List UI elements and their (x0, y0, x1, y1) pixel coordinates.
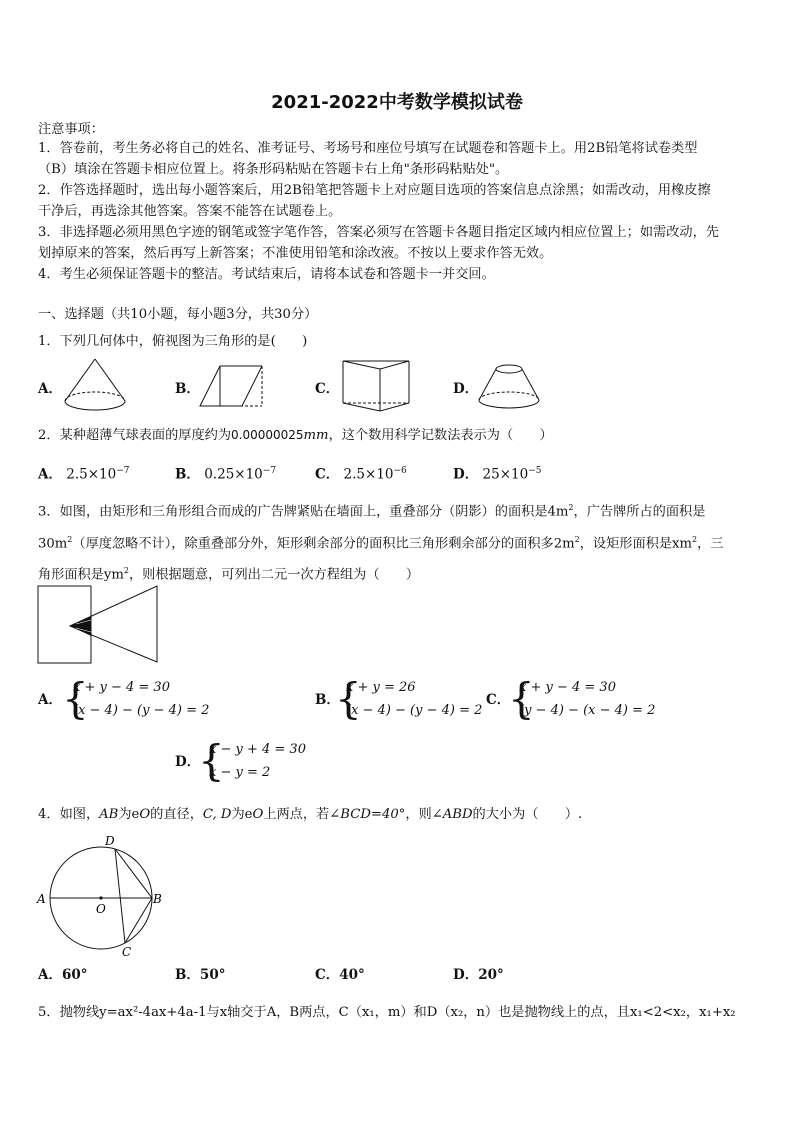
q3-option-a-label: A． (38, 692, 62, 708)
q3-option-d-label: D． (175, 754, 201, 770)
page-title: 2021-2022中考数学模拟试卷 (271, 92, 523, 113)
notice-line-2: （B）填涂在答题卡相应位置上。将条形码粘贴在答题卡右上角"条形码粘贴处"。 (38, 162, 509, 177)
q3-option-c-label: C． (486, 692, 511, 708)
notice-line-7: 4．考生必须保证答题卡的整洁。考试结束后，请将本试卷和答题卡一并交回。 (38, 267, 495, 282)
q1-option-a-label: A． (38, 381, 62, 397)
point-a-label: A (37, 892, 46, 906)
q1-stem: 1．下列几何体中，俯视图为三角形的是( ) (38, 334, 308, 349)
q2-option-b: B． $0.25\times 10^{-7}$ (175, 466, 277, 483)
notice-line-1: 1．答卷前，考生务必将自己的姓名、准考证号、考场号和座位号填写在试题卷和答题卡上。用2B铅笔将试卷类型 (38, 141, 698, 156)
section-heading: 一、选择题（共10小题，每小题3分，共30分） (38, 307, 318, 322)
triangular-prism-lying-figure (198, 362, 266, 410)
billboard-figure (36, 584, 162, 666)
frustum-figure (476, 362, 542, 412)
q3-stem-line-1: 3．如图，由矩形和三角形组合而成的广告牌紧贴在墙面上，重叠部分（阴影）的面积是$4m^2$，广告牌所占的面积是 (38, 503, 706, 520)
q3-stem-line-3: 角形面积是$ym^2$，则根据题意，可列出二元一次方程组为（ ） (38, 566, 420, 583)
point-d-label: D (105, 834, 115, 848)
q3-option-b-system: { x + y = 26 (x − 4) − (y − 4) = 2 (335, 674, 483, 723)
q3-option-d-system: { x − y + 4 = 30 x − y = 2 (198, 736, 306, 785)
q2-option-a: A． $2.5\times 10^{-7}$ (38, 466, 130, 483)
q1-option-c-label: C． (315, 381, 340, 397)
q2-option-c: C． $2.5\times 10^{-6}$ (315, 466, 407, 483)
circle-figure (34, 832, 166, 960)
q4-option-c: C．40° (315, 967, 365, 983)
cone-figure (62, 356, 128, 414)
q3-option-a-system: { x + y − 4 = 30 (x − 4) − (y − 4) = 2 (62, 674, 210, 723)
q3-stem-line-2: $30m^2$（厚度忽略不计），除重叠部分外，矩形剩余部分的面积比三角形剩余部分的面积多$2m^2$，设矩形面积是$xm^2$，三 (38, 535, 724, 552)
q5-stem: 5．抛物线y=ax²-4ax+4a-1与x轴交于A，B两点，C（x₁，m）和D（x₂，n）也是抛物线上的点，且x₁<2<x₂，x₁+x₂ (38, 1005, 736, 1020)
q4-option-b: B．50° (175, 967, 226, 983)
overlap-shaded-region (70, 616, 91, 636)
q3-option-c-system: { x + y − 4 = 30 (y − 4) − (x − 4) = 2 (508, 674, 656, 723)
triangular-prism-standing-figure (340, 357, 412, 413)
q2-stem: 2．某种超薄气球表面的厚度约为0.00000025mm，这个数用科学记数法表示为（ ） (38, 428, 553, 443)
q4-option-d: D．20° (453, 967, 504, 983)
notice-heading: 注意事项： (38, 122, 104, 137)
q2-option-d: D． $25\times 10^{-5}$ (453, 466, 542, 483)
notice-line-5: 3．非选择题必须用黑色字迹的钢笔或签字笔作答，答案必须写在答题卡各题目指定区域内相应位置上；如需改动，先 (38, 225, 719, 240)
notice-line-6: 划掉原来的答案，然后再写上新答案；不准使用铅笔和涂改液。不按以上要求作答无效。 (38, 246, 553, 261)
q3-option-b-label: B． (315, 692, 340, 708)
q1-option-d-label: D． (453, 381, 479, 397)
q4-stem: 4．如图，AB为eO的直径，C, D为eO上两点，若∠BCD=40°，则∠ABD的大小为（ ）. (38, 807, 583, 822)
point-o-label: O (96, 902, 106, 916)
q1-option-b-label: B． (175, 381, 200, 397)
point-b-label: B (153, 892, 162, 906)
notice-line-4: 干净后，再选涂其他答案。答案不能答在试题卷上。 (38, 204, 342, 219)
q4-option-a: A．60° (38, 967, 88, 983)
notice-line-3: 2．作答选择题时，选出每小题答案后，用2B铅笔把答题卡上对应题目选项的答案信息点涂黑；如需改动，用橡皮擦 (38, 183, 711, 198)
point-c-label: C (122, 945, 132, 959)
